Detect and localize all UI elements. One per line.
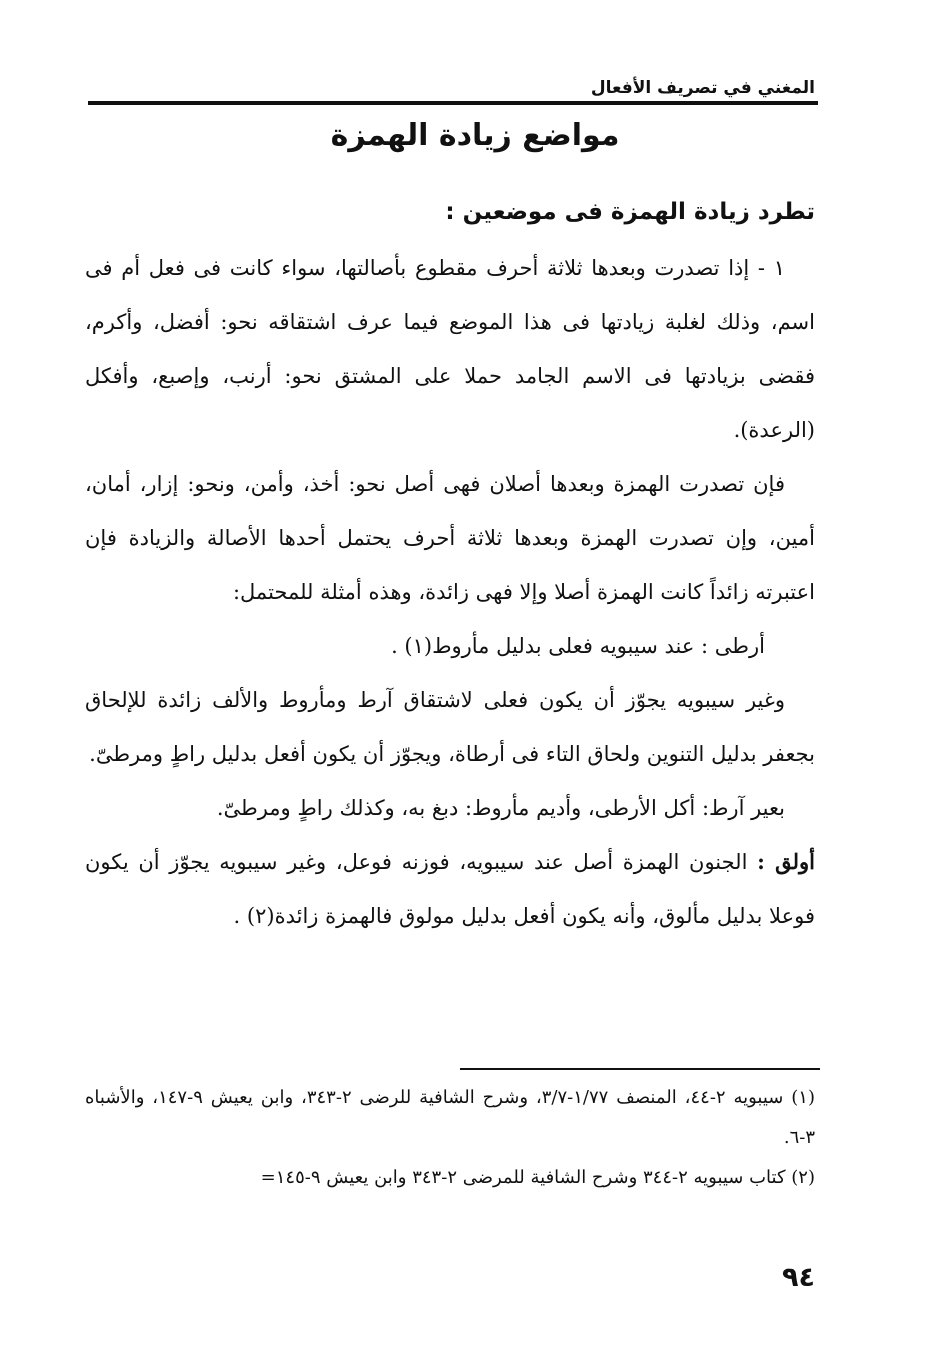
paragraph-4: بعير آرط: أكل الأرطى، وأديم مأروط: دبغ به، وكذلك راطٍ ومرطىّ. (216, 796, 785, 820)
paragraph-5-text: الجنون الهمزة أصل عند سيبويه، فوزنه فوعل، وغير سيبويه يجوّز أن يكون فوعلا بدليل مألوق، وأنه يكون أفعل بدليل مولوق فالهمزة زائدة(٢) . (85, 850, 815, 928)
paragraph-2: فإن تصدرت الهمزة وبعدها أصلان فهى أصل نحو: أخذ، وأمن، ونحو: إزار، أمان، أمين، وإن تصدرت الهمزة وبعدها ثلاثة أحرف يحتمل أحدها الأصالة والزيادة فإن اعتبرته زائداً كانت الهمزة أصلا وإلا فهى زائدة، وهذه أمثلة للمحتمل: (85, 472, 815, 604)
footnote-1: (١) سيبويه ٢-٤٤، المنصف ١/٧٧-٣/٧، وشرح الشافية للرضى ٢-٣٤٣، وابن يعيش ٩-١٤٧، والأشباه ٣-٦. (85, 1087, 815, 1148)
page-number: ٩٤ (782, 1262, 815, 1293)
running-header: المغني في تصريف الأفعال (590, 78, 815, 98)
footnote-divider (460, 1068, 820, 1070)
header-divider (88, 101, 818, 105)
example-arta: أرطى : عند سيبويه فعلى بدليل مأروط(١) . (391, 634, 765, 658)
paragraph-1: ١ - إذا تصدرت وبعدها ثلاثة أحرف مقطوع بأصالتها، سواء كانت فى فعل أم فى اسم، وذلك لغلبة زيادتها فى هذا الموضع فيما عرف اشتقاقه نحو: أفضل، وأكرم، فقضى بزيادتها فى الاسم الجامد حملا على المشتق نحو: أرنب، وإصبع، وأفكل (الرعدة). (85, 256, 815, 442)
paragraph-3: وغير سيبويه يجوّز أن يكون فعلى لاشتقاق آرط ومأروط والألف زائدة للإلحاق بجعفر بدليل التنوين ولحاق التاء فى أرطاة، ويجوّز أن يكون أفعل بدليل راطٍ ومرطىّ. (85, 688, 815, 766)
term-awlaq: أولق : (757, 849, 815, 874)
body-text (85, 185, 815, 943)
footnote-2: (٢) كتاب سيبويه ٢-٣٤٤ وشرح الشافية للمرضى ٢-٣٤٣ وابن يعيش ٩-١٤٥= (260, 1167, 815, 1188)
subheading: تطرد زيادة الهمزة فى موضعين : (445, 199, 815, 225)
section-title: مواضع زيادة الهمزة (330, 118, 620, 153)
paragraph-5 (85, 835, 815, 943)
footnotes (85, 1078, 815, 1198)
